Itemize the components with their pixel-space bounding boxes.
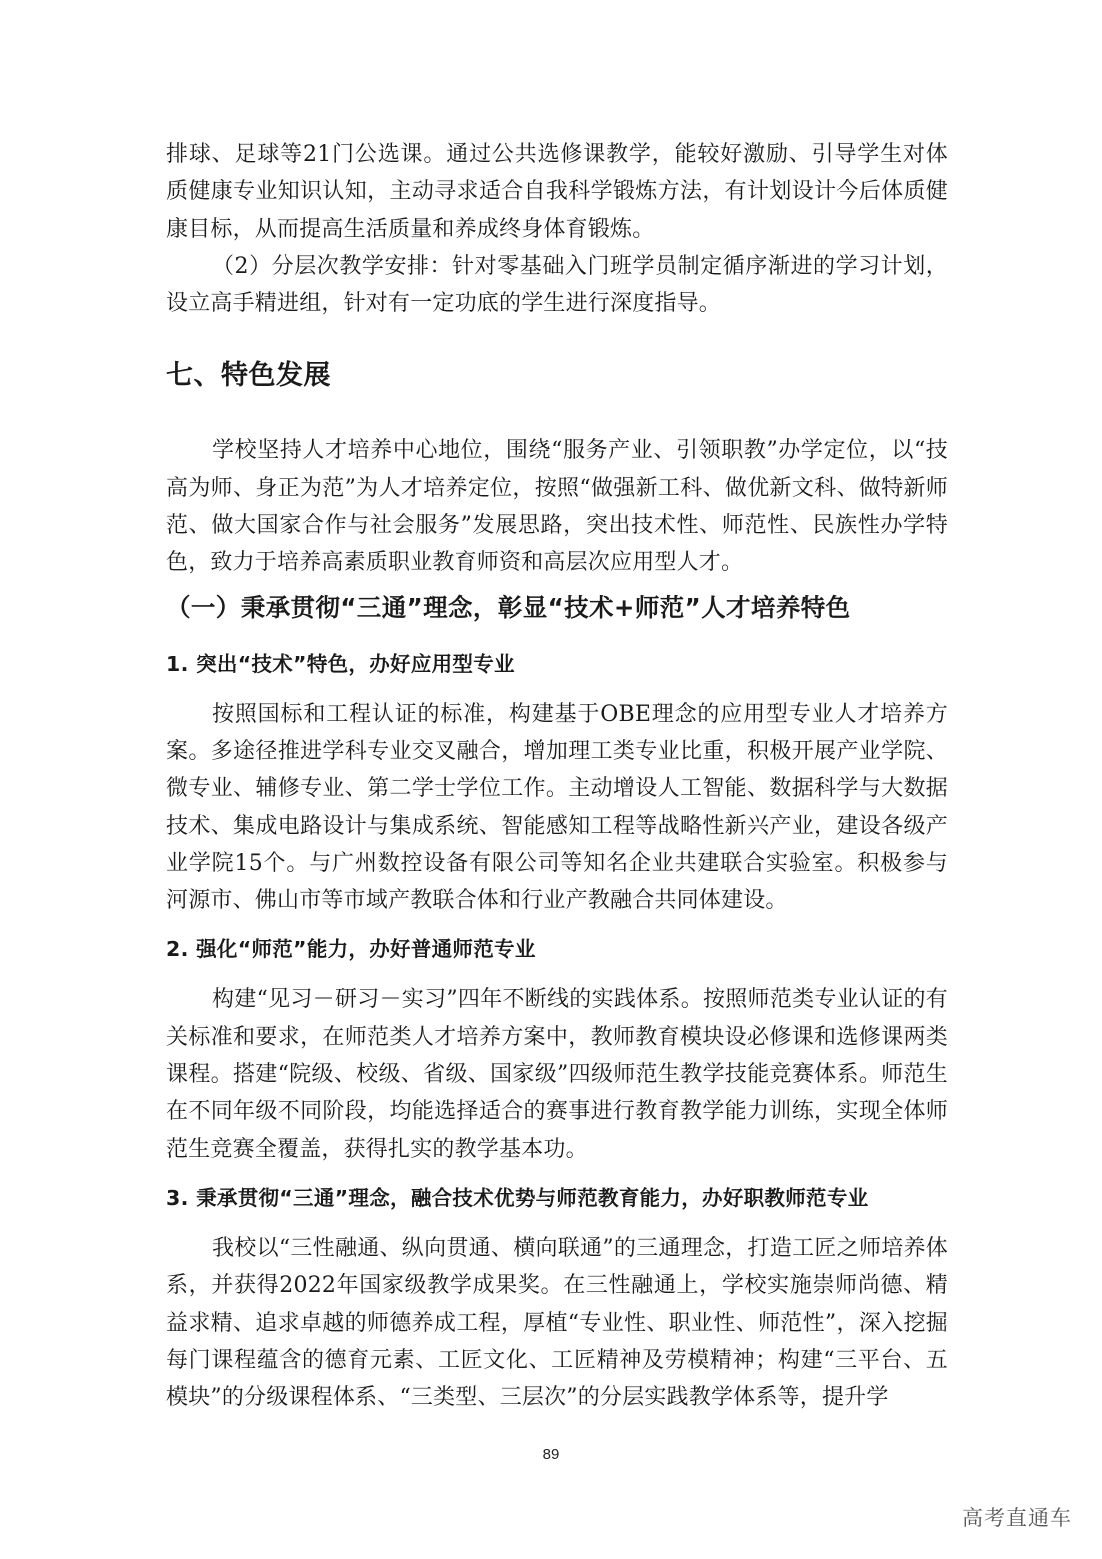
watermark-text: 高考直通车 [962,1506,1072,1530]
page-number: 89 [542,1446,560,1463]
item-text-3: 我校以“三性融通、纵向贯通、横向联通”的三通理念，打造工匠之师培养体系，并获得2022年国家级教学成果奖。在三性融通上，学校实施崇师尚德、精益求精、追求卓越的师德养成工程，厚植“专业性、职业性、师范性”，深入挖掘每门课程蕴含的德育元素、工匠文化、工匠精神及劳模精神；构建“三平台、五模块”的分级课程体系、“三类型、三层次”的分层实践教学体系等，提升学 [166,1235,948,1411]
paragraph-layered-teaching: （2）分层次教学安排：针对零基础入门班学员制定循序渐进的学习计划，设立高手精进组，针对有一定功底的学生进行深度指导。 [166,253,948,317]
subsection-title: （一）秉承贯彻“三通”理念，彰显“技术+师范”人才培养特色 [166,592,851,622]
item-text-2: 构建“见习－研习－实习”四年不断线的实践体系。按照师范类专业认证的有关标准和要求，在师范类人才培养方案中，教师教育模块设必修课和选修课两类课程。搭建“院级、校级、省级、国家级”四级师范生教学技能竞赛体系。师范生在不同年级不同阶段，均能选择适合的赛事进行教育教学能力训练，实现全体师范生竞赛全覆盖，获得扎实的教学基本功。 [166,987,948,1162]
item-heading-3: 3. 秉承贯彻“三通”理念，融合技术优势与师范教育能力，办好职教师范专业 [166,1185,869,1210]
paragraph-continued: 排球、足球等21门公选课。通过公共选修课教学，能较好激励、引导学生对体质健康专业知识认知，主动寻求适合自我科学锻炼方法，有计划设计今后体质健康目标，从而提高生活质量和养成终身体育锻炼。 [166,142,948,242]
item-heading-2: 2. 强化“师范”能力，办好普通师范专业 [166,937,536,962]
item-heading-1: 1. 突出“技术”特色，办好应用型专业 [166,651,515,676]
section-title: 七、特色发展 [166,360,331,392]
section-intro-paragraph: 学校坚持人才培养中心地位，围绕“服务产业、引领职教”办学定位，以“技高为师、身正为范”为人才培养定位，按照“做强新工科、做优新文科、做特新师范、做大国家合作与社会服务”发展思路，突出技术性、师范性、民族性办学特色，致力于培养高素质职业教育师资和高层次应用型人才。 [166,438,948,576]
page-content [166,136,948,1416]
item-text-1: 按照国标和工程认证的标准，构建基于OBE理念的应用型专业人才培养方案。多途径推进学科专业交叉融合，增加理工类专业比重，积极开展产业学院、微专业、辅修专业、第二学士学位工作。主动增设人工智能、数据科学与大数据技术、集成电路设计与集成系统、智能感知工程等战略性新兴产业，建设各级产业学院15个。与广州数控设备有限公司等知名企业共建联合实验室。积极参与河源市、佛山市等市域产教联合体和行业产教融合共同体建设。 [166,701,948,914]
